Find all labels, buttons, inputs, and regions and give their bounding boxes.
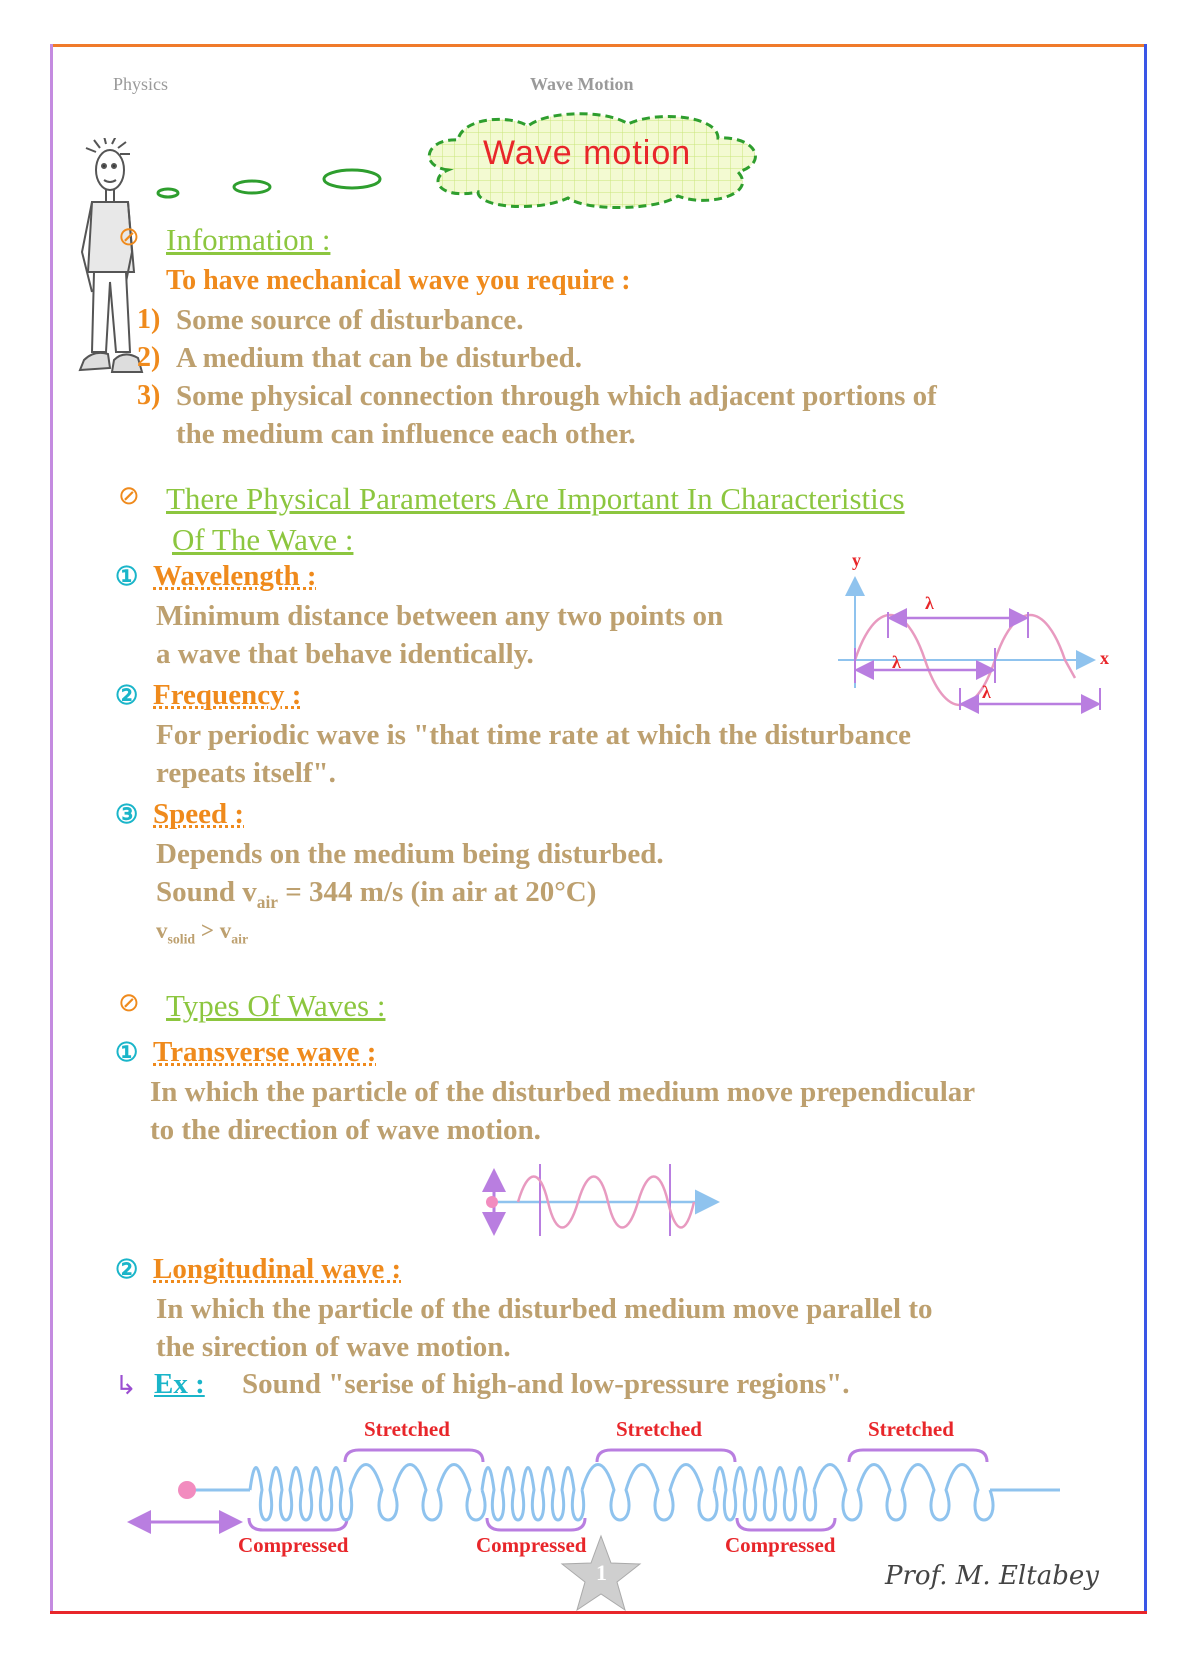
stretched-label: Stretched bbox=[868, 1417, 954, 1441]
wavelength-diagram bbox=[830, 548, 1120, 718]
header-subject: Physics bbox=[113, 74, 169, 94]
page-border-right bbox=[1144, 44, 1147, 1613]
transverse-definition: In which the particle of the disturbed medium move prependicular bbox=[150, 1076, 976, 1108]
circled-number: ② bbox=[115, 681, 139, 710]
speed-of-sound-in-air: Sound $v_{air} = 344$ m/s (in air at 20°C) bbox=[156, 876, 597, 912]
item-number: 3) bbox=[137, 380, 161, 411]
x-axis-label: x bbox=[1100, 648, 1109, 668]
lambda-label: λ bbox=[925, 593, 934, 613]
wavelength-title: Wavelength : bbox=[153, 560, 317, 592]
speed-definition: Depends on the medium being disturbed. bbox=[156, 838, 664, 870]
list-item: Some source of disturbance. bbox=[176, 304, 524, 336]
page-border-top bbox=[50, 44, 1147, 47]
item-number: 1) bbox=[137, 304, 161, 335]
y-axis-label: y bbox=[852, 550, 861, 570]
compressed-label: Compressed bbox=[238, 1533, 349, 1557]
wavelength-definition-line2: a wave that behave identically. bbox=[156, 638, 534, 670]
lambda-label: λ bbox=[892, 652, 901, 672]
page-border-left bbox=[50, 44, 53, 1613]
longitudinal-title: Longitudinal wave : bbox=[153, 1253, 402, 1285]
list-item-continuation: the medium can influence each other. bbox=[176, 418, 636, 450]
information-lead: To have mechanical wave you require : bbox=[166, 265, 631, 296]
parameters-heading: There Physical Parameters Are Important In Characteristics bbox=[166, 481, 905, 516]
transverse-wave-diagram bbox=[480, 1160, 720, 1240]
frequency-title: Frequency : bbox=[153, 679, 302, 711]
frequency-definition: For periodic wave is "that time rate at which the disturbance bbox=[156, 719, 911, 751]
circled-number: ① bbox=[115, 562, 139, 591]
types-heading: Types Of Waves : bbox=[166, 988, 386, 1023]
transverse-definition-line2: to the direction of wave motion. bbox=[150, 1114, 541, 1146]
thought-bubble-trail-icon bbox=[154, 155, 414, 205]
frequency-definition-line2: repeats itself". bbox=[156, 757, 336, 789]
disc-bullet-icon: ⊘ bbox=[118, 222, 140, 251]
page-title: Wave motion bbox=[483, 134, 692, 172]
lambda-label: λ bbox=[982, 682, 991, 702]
compressed-label: Compressed bbox=[725, 1533, 836, 1557]
parameters-heading-line2: Of The Wave : bbox=[172, 522, 354, 557]
circled-number: ③ bbox=[115, 800, 139, 829]
speed-comparison: $v_{solid} > v_{air}$ bbox=[156, 918, 249, 947]
page-number: 1 bbox=[596, 1560, 607, 1585]
list-item: A medium that can be disturbed. bbox=[176, 342, 583, 374]
circled-number: ② bbox=[115, 1255, 139, 1284]
header-topic: Wave Motion bbox=[530, 74, 634, 94]
disc-bullet-icon: ⊘ bbox=[118, 481, 140, 510]
longitudinal-definition-line2: the sirection of wave motion. bbox=[156, 1331, 511, 1363]
example-label: Ex : bbox=[154, 1368, 205, 1400]
information-heading: Information : bbox=[166, 222, 331, 257]
example-text: Sound "serise of high-and low-pressure regions". bbox=[242, 1368, 850, 1400]
list-item: Some physical connection through which adjacent portions of bbox=[176, 380, 937, 412]
compressed-label: Compressed bbox=[476, 1533, 587, 1557]
disc-bullet-icon: ⊘ bbox=[118, 988, 140, 1017]
wavelength-definition: Minimum distance between any two points on bbox=[156, 600, 724, 632]
stretched-label: Stretched bbox=[364, 1417, 450, 1441]
longitudinal-definition: In which the particle of the disturbed medium move parallel to bbox=[156, 1293, 933, 1325]
stretched-label: Stretched bbox=[616, 1417, 702, 1441]
author-signature: Prof. M. Eltabey bbox=[885, 1561, 1099, 1591]
transverse-title: Transverse wave : bbox=[153, 1036, 377, 1068]
circled-number: ① bbox=[115, 1038, 139, 1067]
item-number: 2) bbox=[137, 342, 161, 373]
speed-title: Speed : bbox=[153, 798, 245, 830]
arrow-bullet-icon: ↳ bbox=[115, 1371, 137, 1400]
